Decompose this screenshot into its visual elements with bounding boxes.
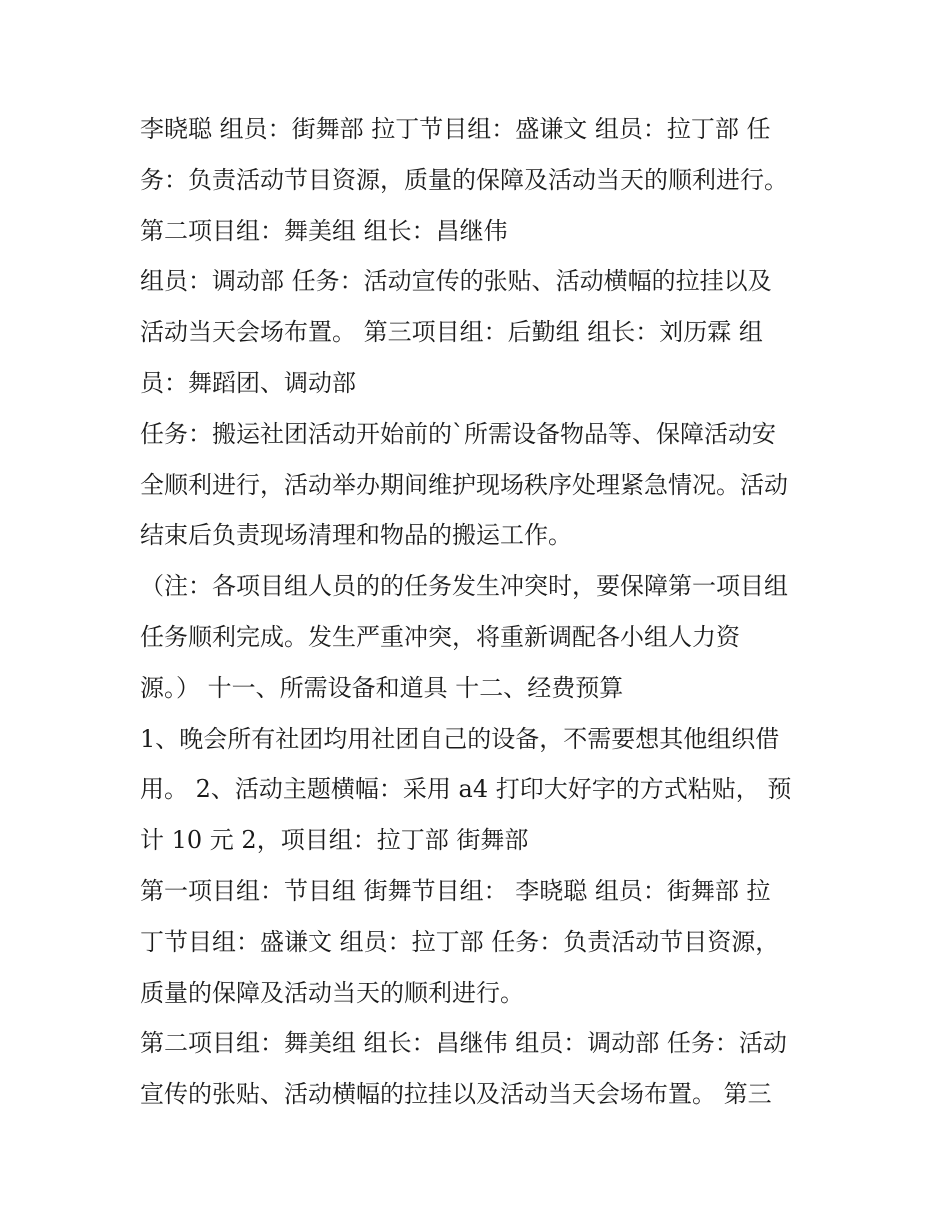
text-line-13: 1、晚会所有社团均用社团自己的设备，不需要想其他组织借 [140,724,780,753]
text-line-20: 宣传的张贴、活动横幅的拉挂以及活动当天会场布置。 第三 [140,1080,772,1109]
text-line-8: 全顺利进行，活动举办期间维护现场秩序处理紧急情况。活动 [140,470,788,499]
document-body [140,109,820,1125]
text-line-9: 结束后负责现场清理和物品的搬运工作。 [140,521,572,550]
text-line-19: 第二项目组：舞美组 组长：昌继伟 组员：调动部 任务：活动 [140,1029,787,1058]
text-line-1: 李晓聪 组员：街舞部 拉丁节目组：盛谦文 组员：拉丁部 任 [140,115,771,143]
text-line-11: 任务顺利完成。发生严重冲突，将重新调配各小组人力资 [140,622,740,651]
text-line-3: 第二项目组：舞美组 组长：昌继伟 [140,216,508,245]
text-line-5: 活动当天会场布置。 第三项目组：后勤组 组长：刘历霖 组 [140,318,763,347]
text-line-17: 丁节目组：盛谦文 组员：拉丁部 任务：负责活动节目资源， [140,927,780,956]
text-line-18: 质量的保障及活动当天的顺利进行。 [140,978,524,1007]
text-line-4: 组员：调动部 任务：活动宣传的张贴、活动横幅的拉挂以及 [140,267,772,296]
text-line-15: 计 10 元 2，项目组：拉丁部 街舞部 [140,826,529,855]
text-line-7: 任务：搬运社团活动开始前的`所需设备物品等、保障活动安 [140,419,776,448]
text-line-12: 源。） 十一、所需设备和道具 十二、经费预算 [140,673,624,702]
text-line-2: 务：负责活动节目资源，质量的保障及活动当天的顺利进行。 [140,165,788,194]
text-line-16: 第一项目组：节目组 街舞节目组： 李晓聪 组员：街舞部 拉 [140,876,771,905]
text-line-10: （注：各项目组人员的的任务发生冲突时，要保障第一项目组 [140,572,788,601]
text-line-14: 用。 2、活动主题横幅：采用 a4 打印大好字的方式粘贴， 预 [140,775,792,804]
text-line-6: 员：舞蹈团、调动部 [140,368,356,397]
